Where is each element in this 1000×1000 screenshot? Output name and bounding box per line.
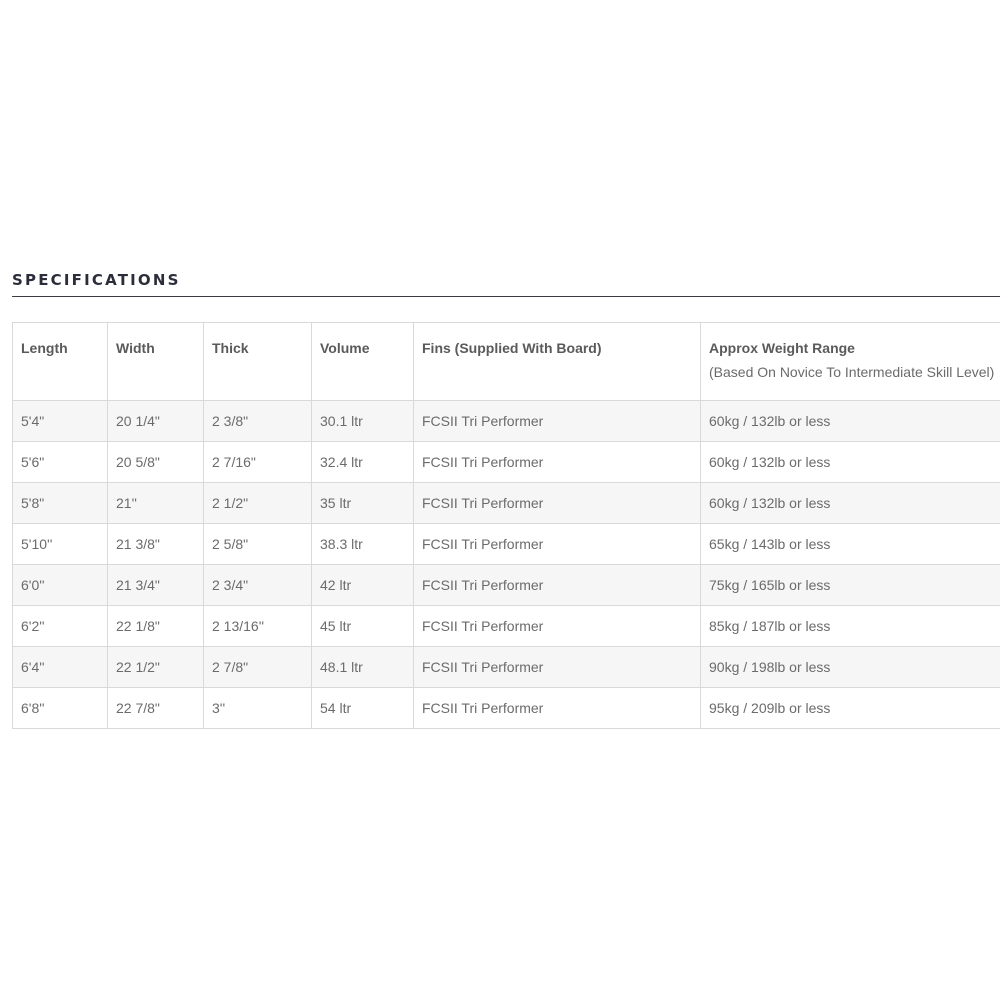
- cell-fins: FCSII Tri Performer: [414, 606, 701, 647]
- cell-volume: 32.4 ltr: [312, 442, 414, 483]
- header-volume: [312, 323, 414, 401]
- section-title: SPECIFICATIONS: [12, 271, 181, 289]
- cell-length: 5'4": [13, 401, 108, 442]
- cell-fins: FCSII Tri Performer: [414, 401, 701, 442]
- table-row: [13, 688, 1000, 729]
- cell-length: 5'6": [13, 442, 108, 483]
- header-fins: [414, 323, 701, 401]
- cell-width: 22 1/2": [108, 647, 204, 688]
- cell-width: 21 3/8": [108, 524, 204, 565]
- table-row: [13, 606, 1000, 647]
- cell-weight: 60kg / 132lb or less: [701, 401, 1000, 442]
- header-length: [13, 323, 108, 401]
- cell-fins: FCSII Tri Performer: [414, 524, 701, 565]
- cell-width: 20 1/4": [108, 401, 204, 442]
- table-row: [13, 524, 1000, 565]
- cell-volume: 38.3 ltr: [312, 524, 414, 565]
- cell-thick: 2 1/2": [204, 483, 312, 524]
- cell-volume: 42 ltr: [312, 565, 414, 606]
- title-divider: [12, 296, 1000, 297]
- cell-weight: 75kg / 165lb or less: [701, 565, 1000, 606]
- cell-fins: FCSII Tri Performer: [414, 565, 701, 606]
- table-body: [13, 401, 1000, 729]
- cell-volume: 30.1 ltr: [312, 401, 414, 442]
- table-header-row: [13, 323, 1000, 401]
- cell-thick: 2 13/16'': [204, 606, 312, 647]
- header-thick-label: Thick: [212, 340, 249, 356]
- table-row: [13, 647, 1000, 688]
- cell-volume: 54 ltr: [312, 688, 414, 729]
- cell-length: 6'4'': [13, 647, 108, 688]
- cell-volume: 35 ltr: [312, 483, 414, 524]
- cell-width: 20 5/8": [108, 442, 204, 483]
- cell-length: 6'8'': [13, 688, 108, 729]
- cell-fins: FCSII Tri Performer: [414, 442, 701, 483]
- header-volume-label: Volume: [320, 340, 370, 356]
- header-thick: [204, 323, 312, 401]
- header-weight: [701, 323, 1000, 401]
- cell-thick: 2 5/8": [204, 524, 312, 565]
- table-row: [13, 483, 1000, 524]
- cell-volume: 45 ltr: [312, 606, 414, 647]
- cell-thick: 2 7/8": [204, 647, 312, 688]
- specifications-table: [12, 322, 1000, 729]
- cell-weight: 60kg / 132lb or less: [701, 483, 1000, 524]
- cell-length: 6'2'': [13, 606, 108, 647]
- cell-length: 5'8": [13, 483, 108, 524]
- cell-weight: 90kg / 198lb or less: [701, 647, 1000, 688]
- cell-width: 21 3/4": [108, 565, 204, 606]
- cell-volume: 48.1 ltr: [312, 647, 414, 688]
- cell-weight: 85kg / 187lb or less: [701, 606, 1000, 647]
- cell-width: 22 7/8": [108, 688, 204, 729]
- cell-width: 21'': [108, 483, 204, 524]
- table-row: [13, 401, 1000, 442]
- cell-thick: 3'': [204, 688, 312, 729]
- cell-length: 5'10'': [13, 524, 108, 565]
- cell-thick: 2 3/4": [204, 565, 312, 606]
- cell-fins: FCSII Tri Performer: [414, 688, 701, 729]
- table-row: [13, 565, 1000, 606]
- cell-thick: 2 3/8": [204, 401, 312, 442]
- cell-fins: FCSII Tri Performer: [414, 647, 701, 688]
- cell-weight: 60kg / 132lb or less: [701, 442, 1000, 483]
- header-width-label: Width: [116, 340, 155, 356]
- header-weight-sublabel: (Based On Novice To Intermediate Skill Level): [709, 364, 995, 380]
- cell-thick: 2 7/16": [204, 442, 312, 483]
- cell-width: 22 1/8": [108, 606, 204, 647]
- cell-weight: 65kg / 143lb or less: [701, 524, 1000, 565]
- cell-fins: FCSII Tri Performer: [414, 483, 701, 524]
- header-length-label: Length: [21, 340, 68, 356]
- header-fins-label: Fins (Supplied With Board): [422, 340, 602, 356]
- header-width: [108, 323, 204, 401]
- table-row: [13, 442, 1000, 483]
- cell-length: 6'0'': [13, 565, 108, 606]
- cell-weight: 95kg / 209lb or less: [701, 688, 1000, 729]
- header-weight-label: Approx Weight Range: [709, 340, 855, 356]
